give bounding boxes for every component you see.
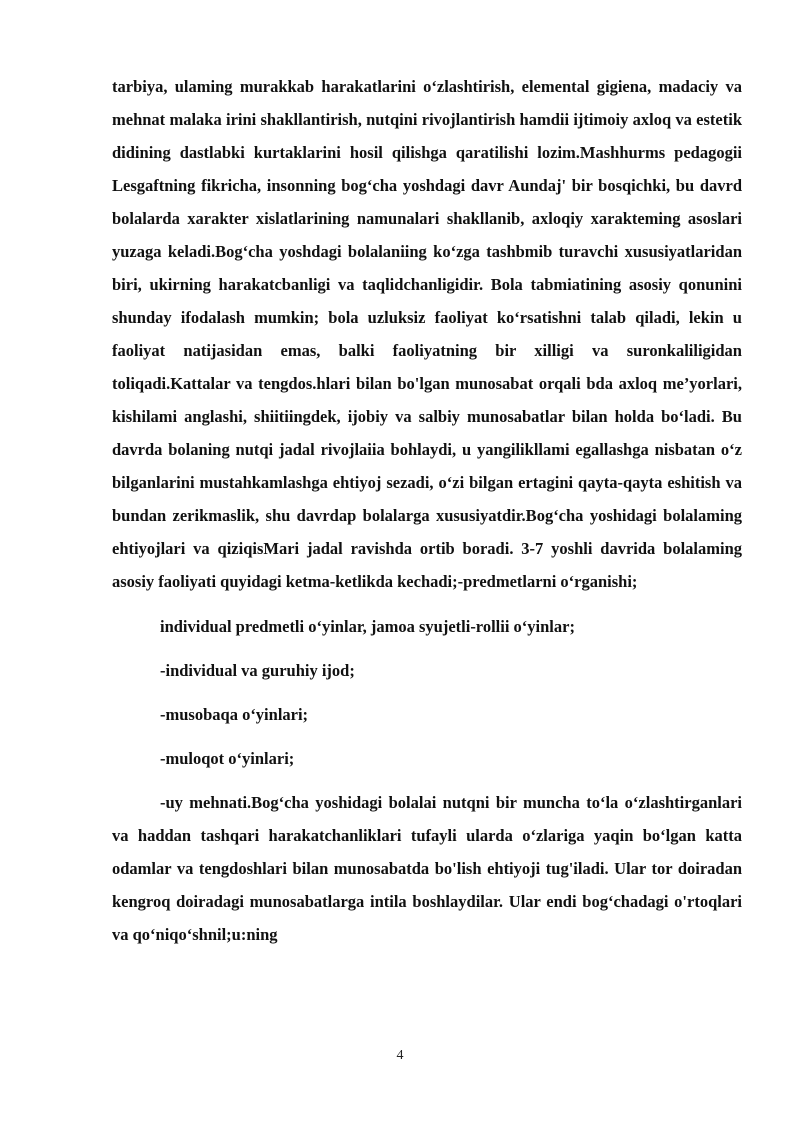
- list-item: -individual va guruhiy ijod;: [160, 660, 355, 680]
- list-item: -musobaqa o‘yinlari;: [160, 704, 309, 724]
- body-text: [112, 70, 742, 951]
- list-item: individual predmetli o‘yinlar, jamoa syujetli-rollii o‘yinlar;: [160, 616, 575, 636]
- page-number: 4: [396, 1048, 404, 1063]
- paragraph-2: -uy mehnati.Bog‘cha yoshidagi bolalai nutqni bir muncha to‘la o‘zlashtirganlari va haddan tashqari harakatchanliklari tufayli ularda o‘zlariga yaqin bo‘lgan katta odamlar va tengdoshlari bilan munosabatda bo'lish ehtiyoji tug'iladi. Ular tor doiradan kengroq doiradagi munosabatlarga intila boshlaydilar. Ular endi bog‘chadagi o'rtoqlari va qo‘niqo‘shnil;u:ning: [112, 793, 742, 944]
- paragraph-1: tarbiya, ulaming murakkab harakatlarini o‘zlashtirish, elemental gigiena, madaciy va mehnat malaka irini shakllantirish, nutqini rivojlantirish hamdii ijtimoiy axloq va estetik didining dastlabki kurtaklarini hosil qilishga qaratilishi lozim.Mashhurms pedagogii Lesgaftning fikricha, insonning bog‘cha yoshdagi davr Aundaj' bir bosqichki, bu davrd bolalarda xarakter xislatlarining namunalari shakllanib, axloqiy xarakteming asoslari yuzaga keladi.Bog‘cha yoshdagi bolalaniing ko‘zga tashbmib turavchi xususiyatlaridan biri, ukirning harakatcbanligi va taqlidchanligidir. Bola tabmiatining asosiy qonunini shunday ifodalash mumkin; bola uzluksiz faoliyat ko‘rsatishni talab qiladi, lekin u faoliyat natijasidan emas, balki faoliyatning bir xilligi va suronkaliligidan toliqadi.Kattalar va tengdos.hlari bilan bo'lgan munosabat orqali bda axloq me’yorlari, kishilami anglashi, shiitiingdek, ijobiy va salbiy munosabatlar bilan holda bo‘ladi. Bu davrda bolaning nutqi jadal rivojlaiia bohlaydi, u yangilikllami egallashga nisbatan o‘z bilganlarini mustahkamlashga ehtiyoj sezadi, o‘zi bilgan ertagini qayta-qayta eshitish va bundan zerikmaslik, shu davrdap bolalarga xususiyatdir.Bog‘cha yoshidagi bolalaming ehtiyojlari va qiziqisMari jadal ravishda ortib boradi. 3-7 yoshli davrida bolalaming asosiy faoliyati quyidagi ketma-ketlikda kechadi;-predmetlarni o‘rganishi;: [112, 77, 742, 591]
- list-item: -muloqot o‘yinlari;: [160, 748, 295, 768]
